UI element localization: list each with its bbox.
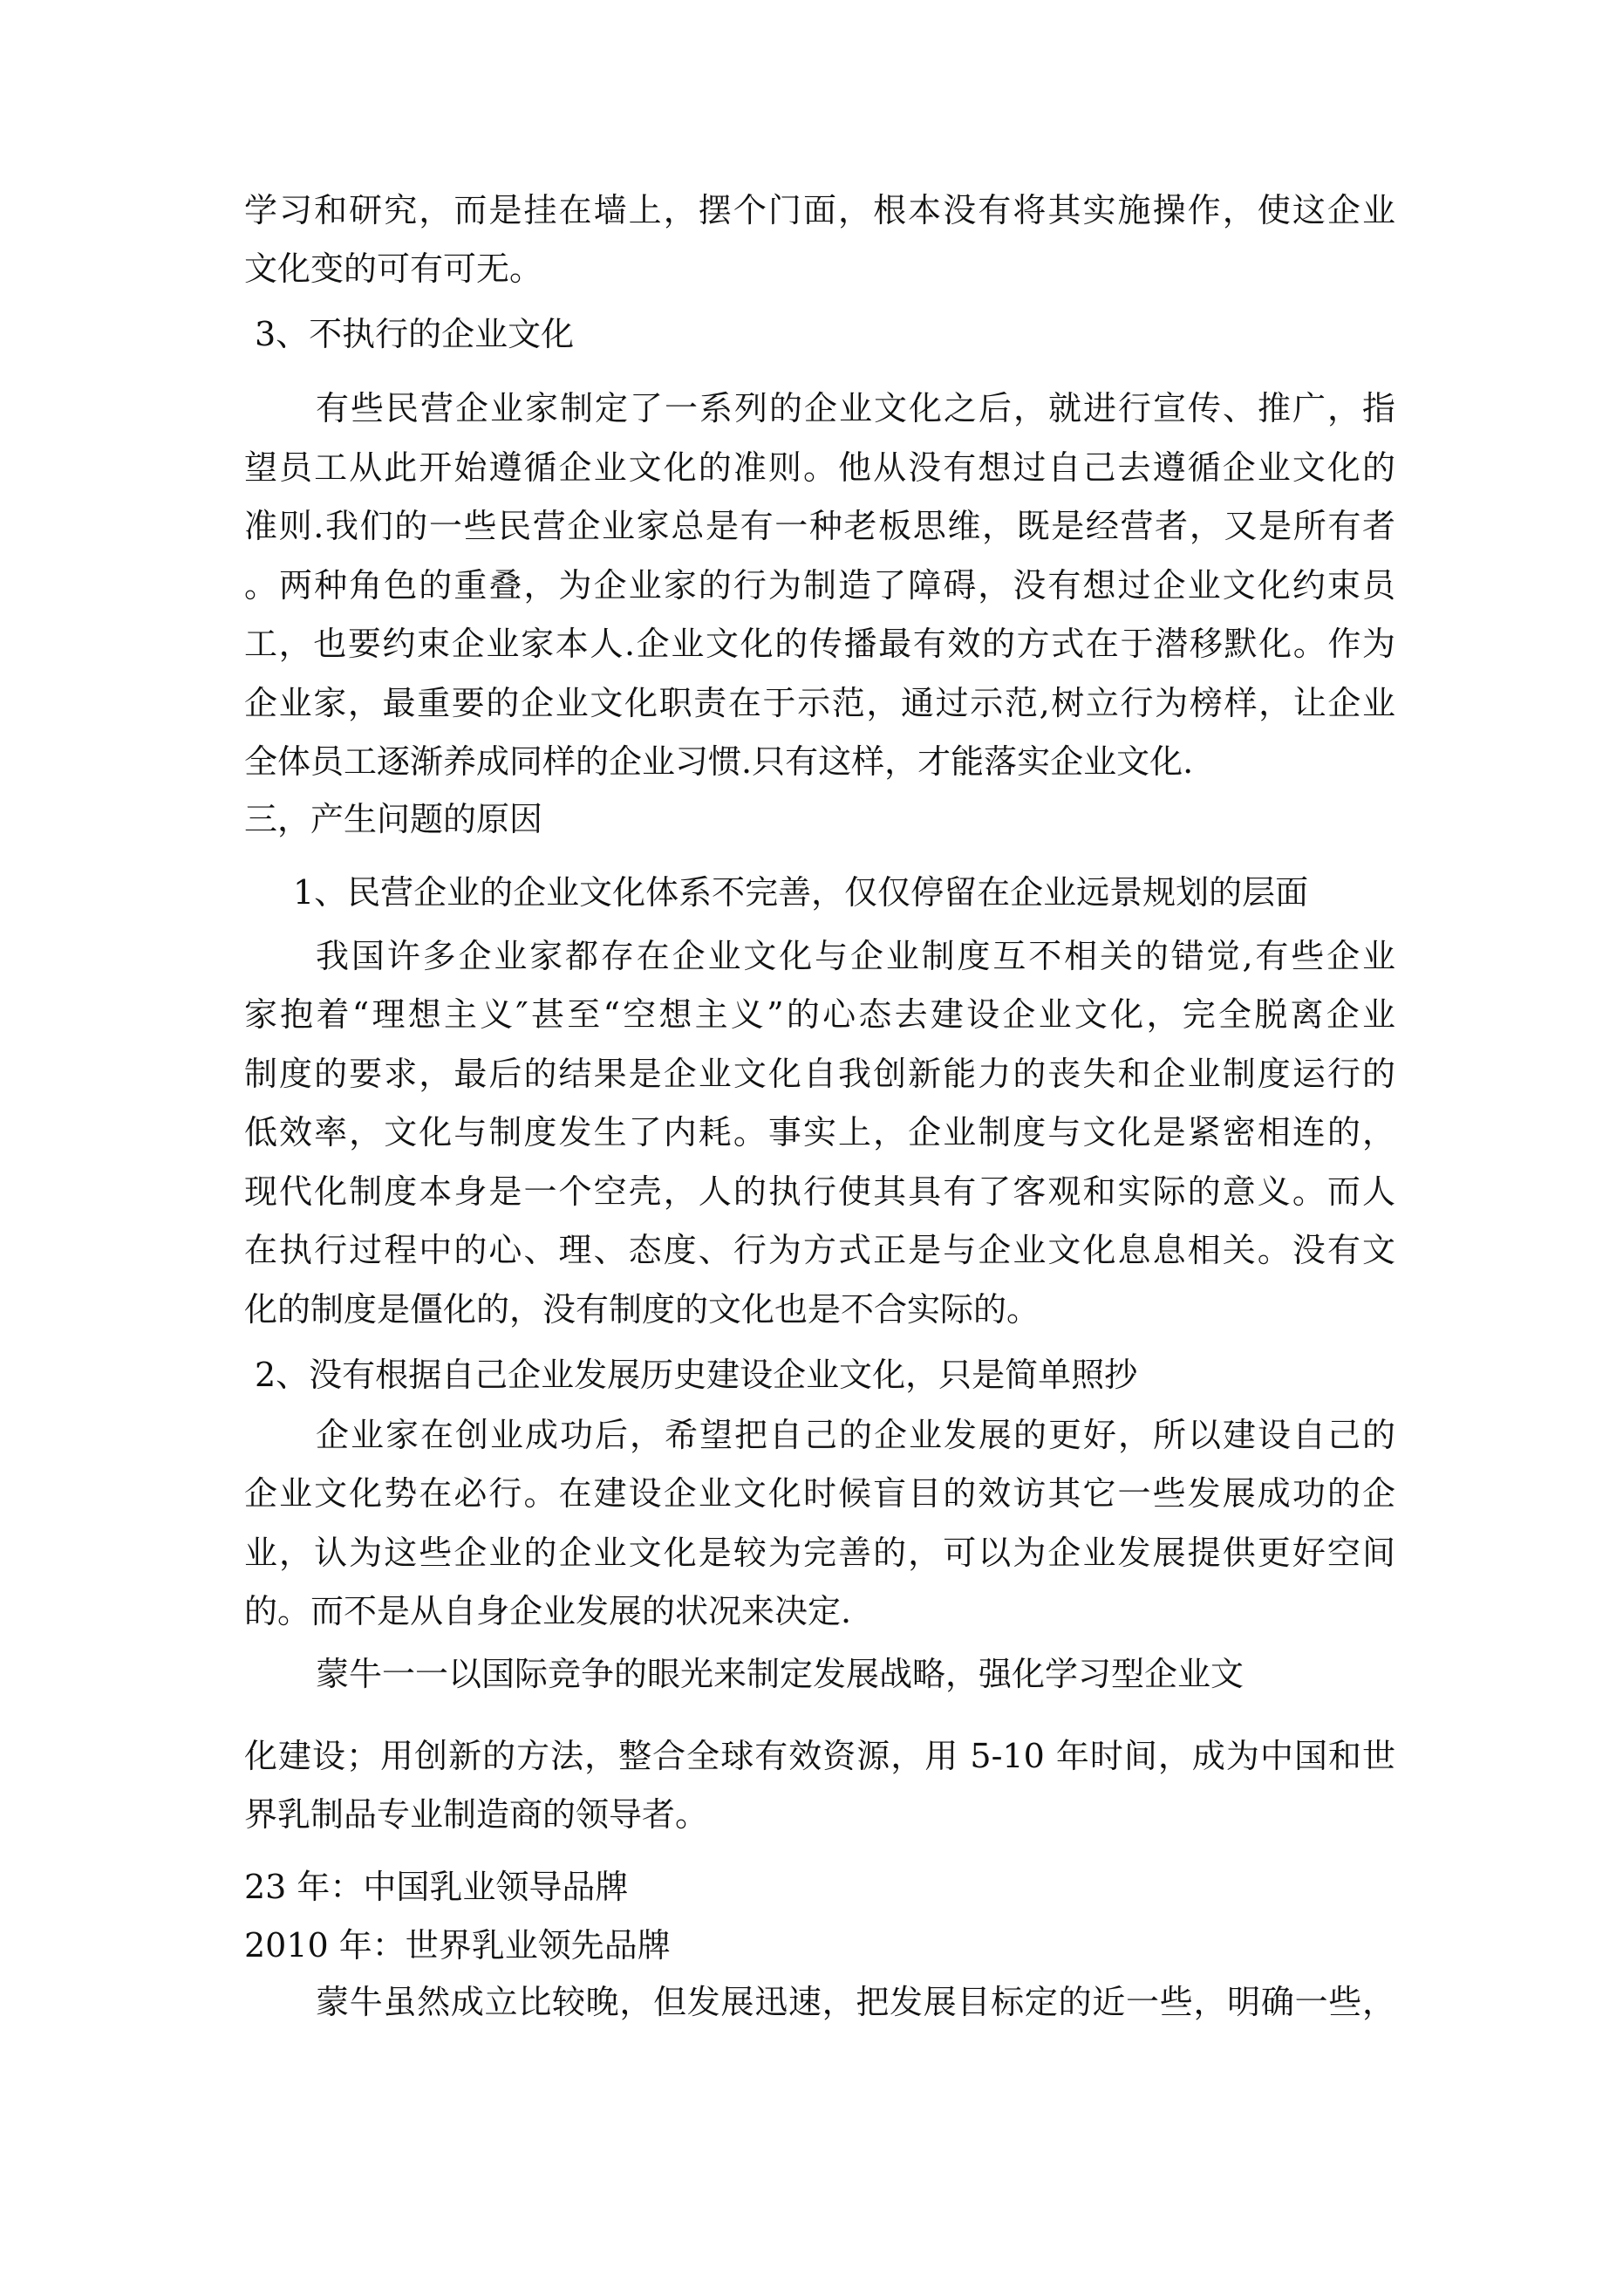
paragraph-line: 我国许多企业家都存在企业文化与企业制度互不相关的错觉,有些企业: [316, 937, 1395, 975]
subsection-heading: 1、民营企业的企业文化体系不完善，仅仅停留在企业远景规划的层面: [293, 873, 1309, 912]
paragraph-line: 化建设；用创新的方法，整合全球有效资源，用 5-10 年时间，成为中国和世: [244, 1737, 1395, 1775]
paragraph-line: 蒙牛一一以国际竞争的眼光来制定发展战略，强化学习型企业文: [316, 1655, 1245, 1693]
paragraph-line: 的。而不是从自身企业发展的状况来决定.: [244, 1592, 852, 1630]
paragraph-line: 。两种角色的重叠，为企业家的行为制造了障碍，没有想过企业文化约束员: [244, 566, 1395, 605]
paragraph-line: 化的制度是僵化的，没有制度的文化也是不合实际的。: [244, 1290, 1040, 1329]
subsection-heading: 2、没有根据自己企业发展历史建设企业文化，只是简单照抄: [255, 1356, 1138, 1394]
paragraph-line: 望员工从此开始遵循企业文化的准则。他从没有想过自己去遵循企业文化的: [244, 448, 1395, 487]
paragraph-line: 企业文化势在必行。在建设企业文化时候盲目的效访其它一些发展成功的企: [244, 1474, 1395, 1513]
paragraph-line: 学习和研究，而是挂在墙上，摆个门面，根本没有将其实施操作，使这企业: [244, 191, 1395, 229]
paragraph-line: 全体员工逐渐养成同样的企业习惯.只有这样，才能落实企业文化.: [244, 742, 1194, 781]
section-heading: 3、不执行的企业文化: [255, 315, 575, 353]
paragraph-line: 现代化制度本身是一个空壳，人的执行使其具有了客观和实际的意义。而人: [244, 1172, 1395, 1211]
paragraph-line: 业，认为这些企业的企业文化是较为完善的，可以为企业发展提供更好空间: [244, 1534, 1395, 1572]
paragraph-line: 家抱着“理想主义″甚至“空想主义”的心态去建设企业文化，完全脱离企业: [244, 995, 1395, 1034]
paragraph-line: 文化变的可有可无。: [244, 249, 543, 288]
paragraph-line: 在执行过程中的心、理、态度、行为方式正是与企业文化息息相关。没有文: [244, 1231, 1395, 1269]
paragraph-line: 准则.我们的一些民营企业家总是有一种老板思维，既是经营者，又是所有者: [244, 507, 1395, 545]
paragraph-line: 工，也要约束企业家本人.企业文化的传播最有效的方式在于潜移默化。作为: [244, 625, 1395, 663]
paragraph-line: 制度的要求，最后的结果是企业文化自我创新能力的丧失和企业制度运行的: [244, 1055, 1395, 1093]
paragraph-line: 蒙牛虽然成立比较晚，但发展迅速，把发展目标定的近一些，明确一些，: [316, 1983, 1395, 2021]
paragraph-line: 有些民营企业家制定了一系列的企业文化之后，就进行宣传、推广，指: [316, 389, 1395, 427]
paragraph-line: 企业家，最重要的企业文化职责在于示范，通过示范,树立行为榜样，让企业: [244, 684, 1395, 722]
paragraph-line: 企业家在创业成功后，希望把自己的企业发展的更好，所以建设自己的: [316, 1416, 1395, 1454]
list-item: 23 年：中国乳业领导品牌: [244, 1868, 629, 1906]
section-heading: 三，产生问题的原因: [244, 800, 543, 838]
list-item: 2010 年：世界乳业领先品牌: [244, 1926, 671, 1965]
paragraph-line: 低效率，文化与制度发生了内耗。事实上，企业制度与文化是紧密相连的，: [244, 1113, 1395, 1151]
paragraph-line: 界乳制品专业制造商的领导者。: [244, 1795, 709, 1834]
